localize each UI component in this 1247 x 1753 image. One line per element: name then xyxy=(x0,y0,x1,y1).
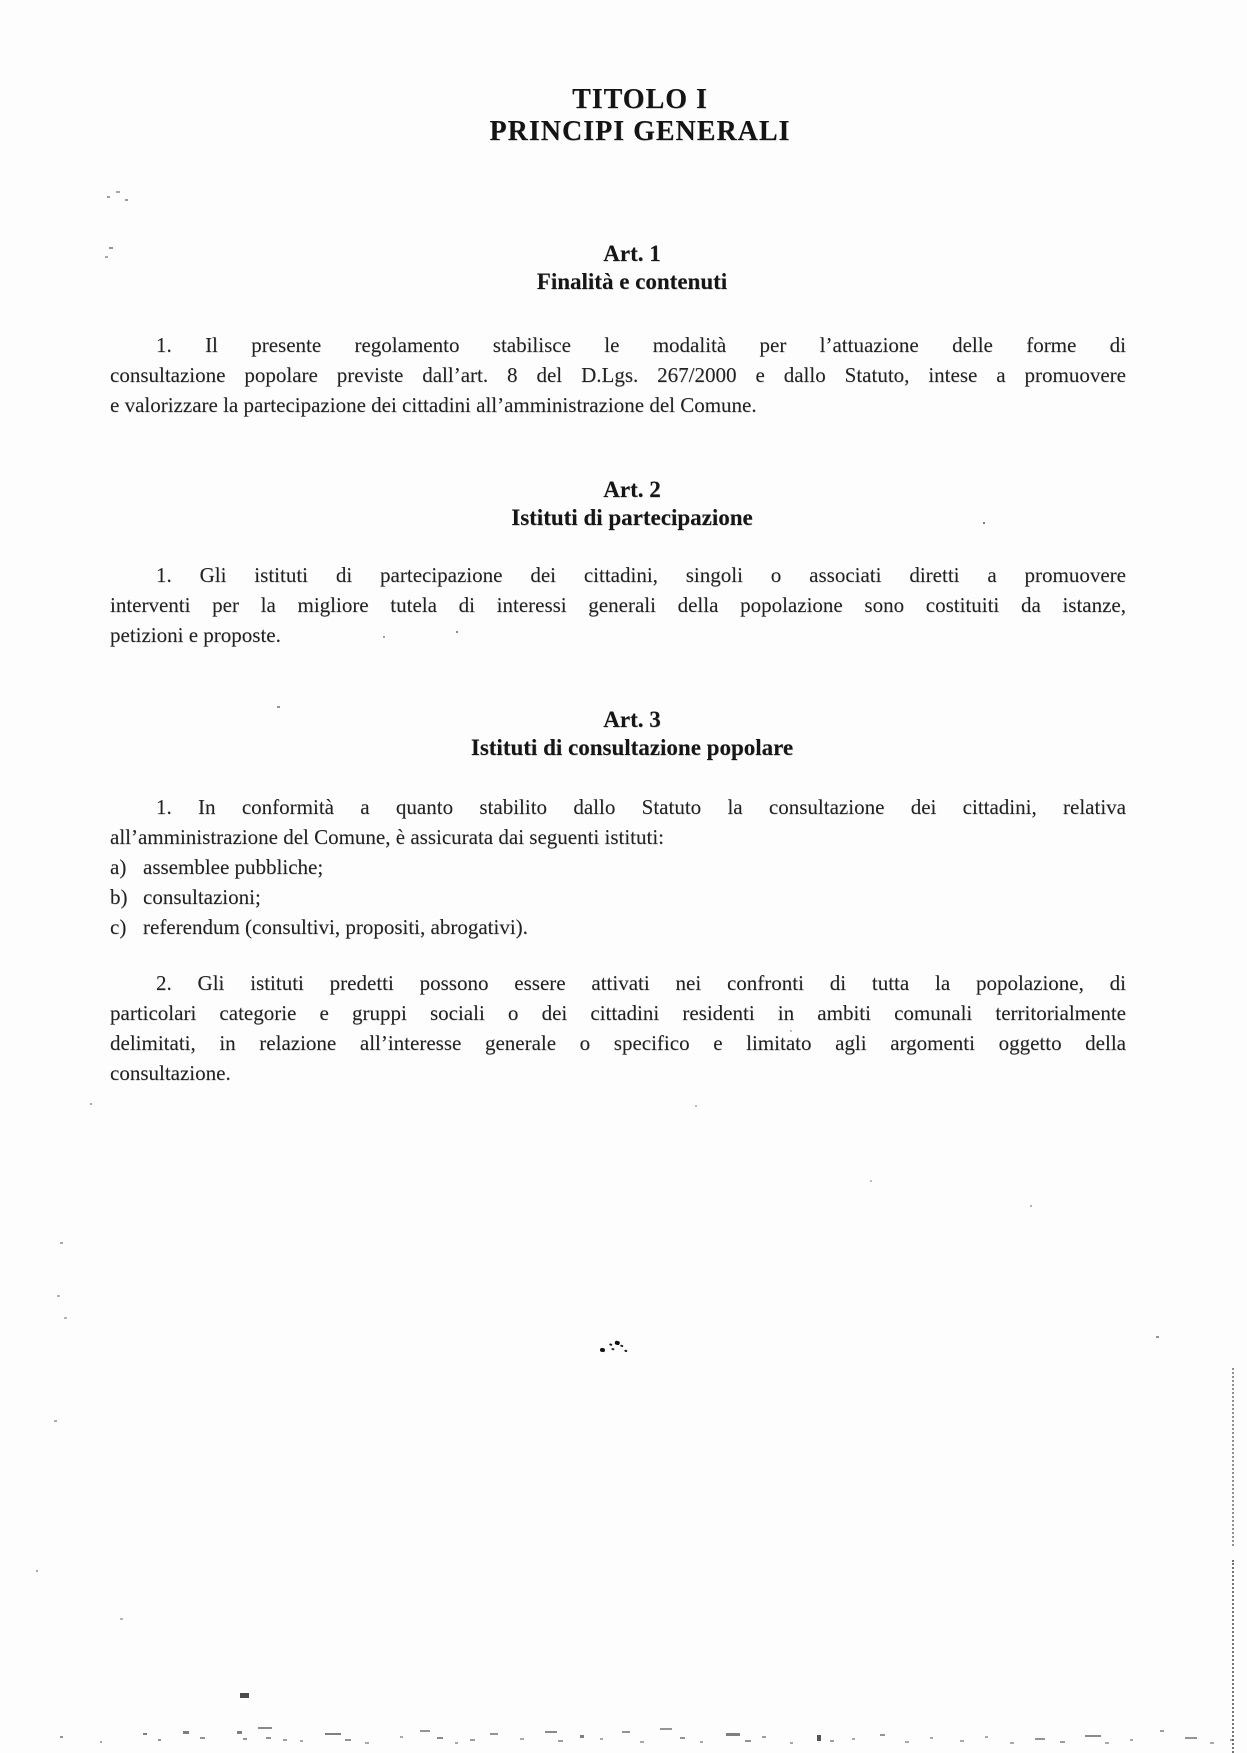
scan-noise-speck xyxy=(545,1731,557,1733)
list-item-marker: c) xyxy=(110,915,127,939)
scan-noise-speck xyxy=(1060,1741,1065,1743)
scan-noise-speck xyxy=(143,1733,147,1735)
scan-noise-speck xyxy=(277,706,280,708)
scan-noise-speck xyxy=(817,1735,821,1741)
scan-noise-speck xyxy=(183,1731,189,1734)
article-3-title: Istituti di consultazione popolare xyxy=(470,735,794,760)
scan-noise-speck xyxy=(57,1295,60,1297)
scan-noise-speck xyxy=(905,1741,909,1743)
document-title-line1: TITOLO I xyxy=(572,84,708,115)
article-3-list xyxy=(110,852,1126,942)
scan-edge-dotted-line xyxy=(1232,1368,1234,1546)
scan-noise-speck xyxy=(880,1734,885,1736)
article-2-paragraph-1 xyxy=(110,560,1126,650)
scan-noise-speck xyxy=(383,636,385,638)
scan-noise-speck xyxy=(930,1737,933,1739)
scan-noise-speck xyxy=(36,1570,38,1572)
scan-noise-speck xyxy=(726,1733,740,1736)
article-2-title: Istituti di partecipazione xyxy=(511,505,753,530)
scan-noise-speck xyxy=(200,1737,205,1739)
scan-noise-speck xyxy=(116,191,120,193)
list-item-marker: a) xyxy=(110,855,127,879)
scan-noise-speck xyxy=(54,1420,57,1422)
article-2-number: Art. 2 xyxy=(603,477,661,502)
scan-noise-speck xyxy=(60,1736,63,1738)
scan-noise-speck xyxy=(790,1030,792,1032)
scan-noise-speck xyxy=(283,1739,287,1741)
document-title-line2: PRINCIPI GENERALI xyxy=(489,116,791,147)
scan-noise-speck xyxy=(120,1618,123,1620)
scan-noise-speck xyxy=(266,1737,271,1739)
scan-noise-speck xyxy=(680,1737,685,1739)
scan-noise-speck xyxy=(695,1105,697,1107)
scan-noise-speck xyxy=(240,1693,249,1698)
paragraph-line: 1. In conformità a quanto stabilito dallo Statuto la consultazione dei cittadini, relativa xyxy=(156,795,1126,819)
scan-noise-speck xyxy=(622,1731,630,1733)
scan-noise-speck xyxy=(325,1733,341,1735)
scan-noise-speck xyxy=(107,196,110,198)
scan-noise-speck xyxy=(420,1730,430,1732)
scan-noise-speck xyxy=(1160,1730,1164,1732)
scan-noise-speck xyxy=(258,1727,272,1729)
scan-noise-speck xyxy=(456,631,458,633)
list-item xyxy=(110,882,1126,912)
paragraph-line: 2. Gli istituti predetti possono essere attivati nei confronti di tutta la popolazione, di xyxy=(156,971,1126,995)
scan-edge-dotted-line xyxy=(1232,1560,1234,1753)
list-item xyxy=(110,912,1126,942)
article-3-paragraph-1 xyxy=(110,792,1126,852)
scan-noise-speck xyxy=(90,1103,92,1105)
paragraph-line: consultazione. xyxy=(110,1061,231,1085)
scan-noise-speck xyxy=(345,1739,351,1741)
article-3-paragraph-2 xyxy=(110,968,1126,1088)
scan-noise-speck xyxy=(985,1736,988,1738)
list-item-marker: b) xyxy=(110,885,128,909)
article-1-title: Finalità e contenuti xyxy=(536,269,728,294)
paragraph-line: 1. Gli istituti di partecipazione dei cittadini, singoli o associati diretti a promuovere xyxy=(156,563,1126,587)
scan-noise-speck xyxy=(640,1741,644,1743)
scan-noise-speck xyxy=(580,1735,584,1738)
scan-noise-speck xyxy=(490,1733,498,1735)
scan-noise-speck xyxy=(1030,1205,1032,1207)
scan-noise-speck xyxy=(470,1739,475,1741)
scan-noise-speck xyxy=(1185,1737,1197,1739)
ink-smudge xyxy=(600,1348,606,1353)
list-item-text: consultazioni; xyxy=(143,885,261,909)
scan-noise-speck xyxy=(1210,1742,1214,1744)
scan-noise-speck xyxy=(1105,1742,1109,1744)
scan-noise-speck xyxy=(64,1317,67,1319)
paragraph-line: petizioni e proposte. xyxy=(110,623,281,647)
scan-noise-speck xyxy=(790,1742,793,1744)
list-item-text: referendum (consultivi, propositi, abrogativi). xyxy=(143,915,528,939)
scan-noise-speck xyxy=(600,1738,603,1740)
scan-noise-speck xyxy=(1156,1336,1159,1338)
paragraph-line: delimitati, in relazione all’interesse generale o specifico e limitato agli argomenti oggetto della xyxy=(110,1031,1126,1055)
scan-noise-speck xyxy=(1035,1738,1045,1740)
scan-noise-speck xyxy=(105,256,108,258)
paragraph-line: particolari categorie e gruppi sociali o dei cittadini residenti in ambiti comunali territorialmente xyxy=(110,1001,1126,1025)
scan-noise-speck xyxy=(365,1742,369,1744)
scan-noise-speck xyxy=(852,1738,855,1740)
scan-noise-speck xyxy=(237,1731,242,1734)
list-item xyxy=(110,852,1126,882)
scan-noise-speck xyxy=(455,1742,458,1744)
article-1-paragraph-1 xyxy=(110,330,1126,420)
scan-noise-speck xyxy=(1230,1739,1233,1741)
scan-noise-speck xyxy=(243,1738,247,1740)
scan-noise-speck xyxy=(400,1736,403,1738)
scan-noise-speck xyxy=(660,1728,672,1730)
scan-noise-speck xyxy=(745,1740,751,1742)
scan-noise-speck xyxy=(437,1737,443,1739)
scan-noise-speck xyxy=(870,1180,872,1182)
scan-noise-speck xyxy=(983,522,985,524)
scan-noise-speck xyxy=(60,1242,63,1244)
scan-noise-speck xyxy=(830,1740,834,1742)
scan-noise-speck xyxy=(300,1740,303,1742)
scan-noise-speck xyxy=(109,247,113,249)
scan-noise-speck xyxy=(158,1739,161,1741)
scan-noise-speck xyxy=(762,1736,766,1738)
scan-noise-speck xyxy=(1085,1735,1101,1737)
article-1-number: Art. 1 xyxy=(603,241,661,266)
paragraph-line: e valorizzare la partecipazione dei cittadini all’amministrazione del Comune. xyxy=(110,393,757,417)
scan-noise-speck xyxy=(520,1738,524,1740)
list-item-text: assemblee pubbliche; xyxy=(143,855,324,879)
article-3-number: Art. 3 xyxy=(603,707,661,732)
paragraph-line: 1. Il presente regolamento stabilisce le modalità per l’attuazione delle forme di xyxy=(156,333,1126,357)
scan-noise-speck xyxy=(100,1741,102,1743)
scan-noise-speck xyxy=(1010,1742,1014,1744)
scan-noise-speck xyxy=(700,1741,703,1743)
scan-noise-speck xyxy=(558,1740,563,1742)
document-title xyxy=(110,84,1148,148)
paragraph-line: consultazione popolare previste dall’art. 8 del D.Lgs. 267/2000 e dallo Statuto, intese a promuovere xyxy=(110,363,1126,387)
scan-noise-speck xyxy=(960,1740,964,1742)
paragraph-line: all’amministrazione del Comune, è assicurata dai seguenti istituti: xyxy=(110,825,665,849)
scan-noise-speck xyxy=(1130,1739,1133,1741)
paragraph-line: interventi per la migliore tutela di interessi generali della popolazione sono costituiti da istanze, xyxy=(110,593,1126,617)
scan-noise-speck xyxy=(125,199,128,201)
